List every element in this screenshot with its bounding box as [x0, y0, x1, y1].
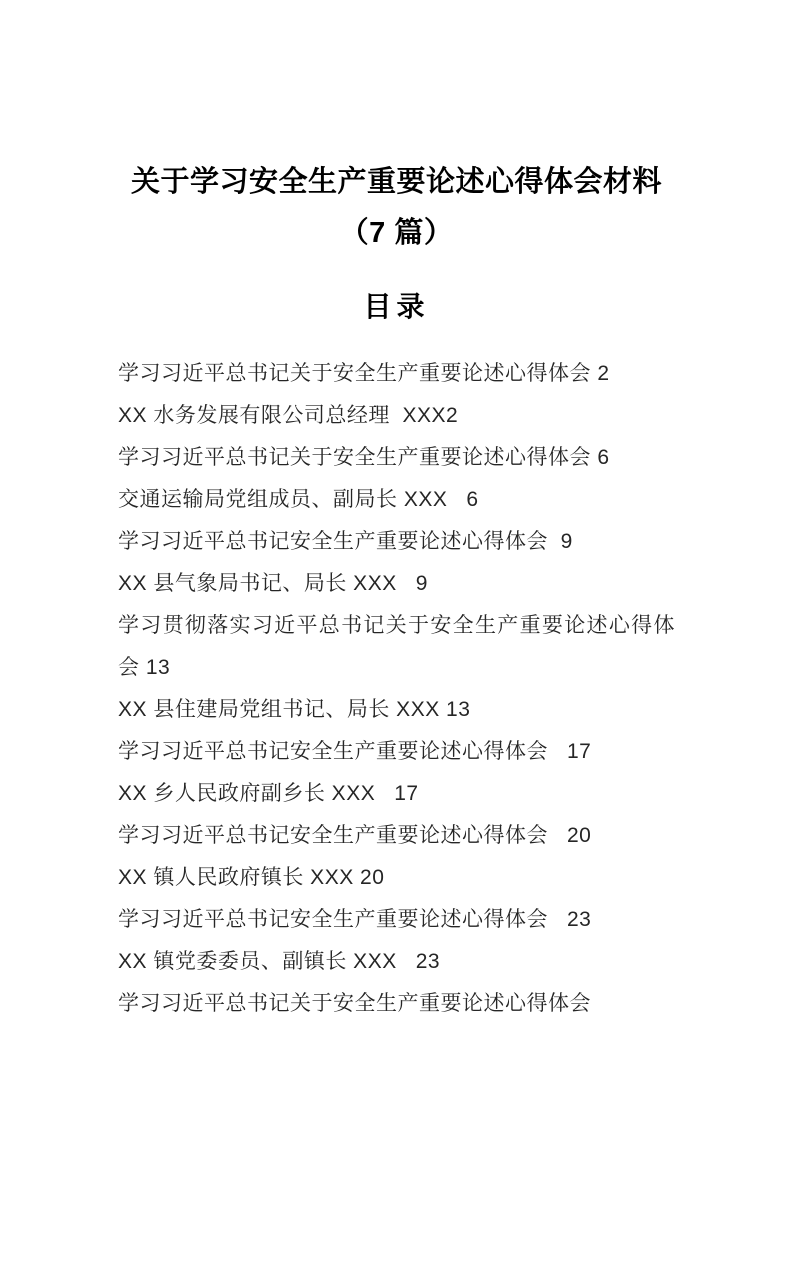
document-title-line-2: （7 篇） — [339, 217, 454, 249]
toc-entry: 学习习近平总书记关于安全生产重要论述心得体会 — [118, 992, 591, 1015]
toc-heading: 目录 — [363, 291, 430, 322]
toc-entry: XX 乡人民政府副乡长 XXX 17 — [118, 782, 419, 805]
document-title — [118, 157, 675, 259]
toc-entry: XX 县住建局党组书记、局长 XXX 13 — [118, 698, 471, 721]
document-title-line-1: 关于学习安全生产重要论述心得体会材料 — [130, 166, 662, 198]
toc-entry: XX 镇党委委员、副镇长 XXX 23 — [118, 950, 441, 973]
toc-entry: 学习习近平总书记安全生产重要论述心得体会 20 — [118, 824, 592, 847]
toc-entry: XX 水务发展有限公司总经理 XXX2 — [118, 404, 459, 427]
toc-entry: 学习习近平总书记关于安全生产重要论述心得体会 6 — [118, 446, 610, 469]
toc-entry: 学习习近平总书记关于安全生产重要论述心得体会 2 — [118, 362, 610, 385]
toc-entry: 交通运输局党组成员、副局长 XXX 6 — [118, 488, 479, 511]
toc-entry: 学习习近平总书记安全生产重要论述心得体会 17 — [118, 740, 592, 763]
toc-entry: XX 镇人民政府镇长 XXX 20 — [118, 866, 385, 889]
toc-entry: 学习贯彻落实习近平总书记关于安全生产重要论述心得体会 13 — [118, 614, 675, 679]
document-page — [0, 157, 793, 1279]
toc-list — [118, 353, 675, 1025]
toc-entry: 学习习近平总书记安全生产重要论述心得体会 9 — [118, 530, 573, 553]
toc-entry: XX 县气象局书记、局长 XXX 9 — [118, 572, 428, 595]
toc-entry: 学习习近平总书记安全生产重要论述心得体会 23 — [118, 908, 592, 931]
